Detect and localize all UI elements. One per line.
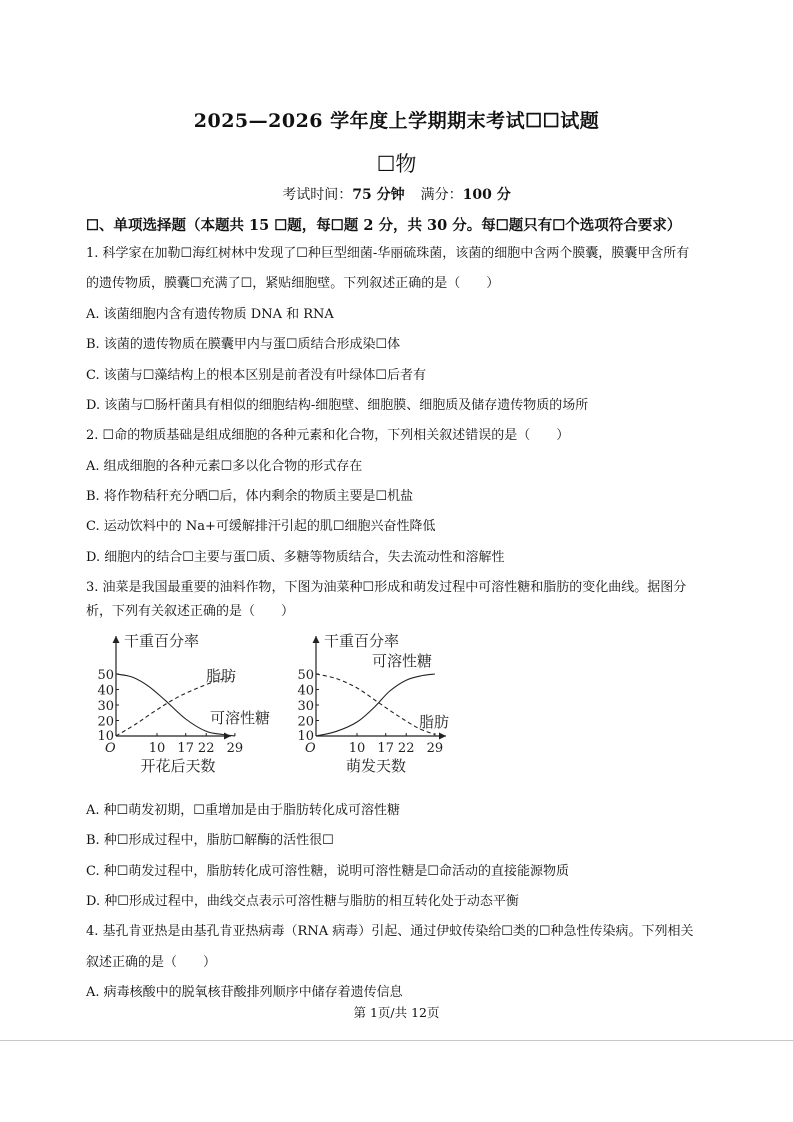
q2-option-c: C. 运动饮料中的 Na+可缓解排汗引起的肌☐细胞兴奋性降低 — [86, 519, 436, 534]
q1-option-b: B. 该菌的遗传物质在膜囊甲内与蛋☐质结合形成染☐体 — [86, 337, 401, 352]
series-label: 可溶性糖 — [210, 709, 271, 727]
x-tick-label: 10 — [348, 741, 366, 756]
x-tick-label: 22 — [397, 741, 415, 756]
q4-option-a: A. 病毒核酸中的脱氧核苷酸排列顺序中储存着遗传信息 — [86, 985, 403, 1000]
series-label: 脂肪 — [419, 713, 450, 731]
q1-stem-line-2: 的遗传物质，膜囊☐充满了☐，紧贴细胞壁。下列叙述正确的是（ ） — [86, 276, 500, 291]
q4-stem-line-2: 叙述正确的是（ ） — [86, 955, 217, 970]
score-label: 满分： — [420, 187, 463, 203]
y-axis-arrow — [113, 636, 120, 643]
origin-label: O — [105, 741, 116, 756]
chart-seed-germination — [286, 628, 466, 786]
y-tick-label: 30 — [297, 699, 314, 714]
q1-option-a: A. 该菌细胞内含有遗传物质 DNA 和 RNA — [86, 307, 334, 322]
y-tick-label: 20 — [297, 714, 314, 730]
x-tick-label: 29 — [226, 741, 244, 756]
exam-subject: ☐物 — [376, 152, 417, 176]
q1-stem-line-1: 1. 科学家在加勒☐海红树林中发现了☐种巨型细菌-华丽硫珠菌，该菌的细胞中含两个膜囊，膜囊甲含所有 — [86, 246, 690, 261]
q3-option-c: C. 种☐萌发过程中，脂肪转化成可溶性糖，说明可溶性糖是☐命活动的直接能源物质 — [86, 864, 570, 879]
x-tick-label: 10 — [148, 741, 166, 756]
x-axis-arrow — [439, 733, 446, 740]
page-footer: 第 1页/共 12页 — [353, 1005, 440, 1020]
x-tick-label: 29 — [426, 741, 444, 756]
time-label: 考试时间： — [282, 187, 353, 203]
series-label: 脂肪 — [206, 667, 237, 685]
series-line-solid — [316, 674, 435, 736]
series-label: 可溶性糖 — [372, 652, 433, 670]
q3-option-a: A. 种☐萌发初期，☐重增加是由于脂肪转化成可溶性糖 — [86, 803, 400, 818]
q3-option-d: D. 种☐形成过程中，曲线交点表示可溶性糖与脂肪的相互转化处于动态平衡 — [86, 894, 519, 909]
time-value: 75 分钟 — [352, 187, 405, 203]
y-tick-label: 10 — [97, 729, 114, 744]
q3-stem-line-1: 3. 油菜是我国最重要的油料作物，下图为油菜种☐形成和萌发过程中可溶性糖和脂肪的变化曲线。据图分 — [86, 580, 687, 595]
q1-option-d: D. 该菌与☐肠杆菌具有相似的细胞结构-细胞壁、细胞膜、细胞质及储存遗传物质的场所 — [86, 398, 589, 413]
q2-option-a: A. 组成细胞的各种元素☐多以化合物的形式存在 — [86, 459, 363, 474]
y-tick-label: 40 — [97, 683, 114, 699]
x-axis-label: 开花后天数 — [140, 757, 216, 775]
x-axis-arrow — [224, 733, 231, 740]
y-axis-label: 干重百分率 — [124, 632, 200, 650]
y-tick-label: 40 — [297, 683, 314, 699]
x-tick-label: 22 — [197, 741, 215, 756]
y-axis-arrow — [313, 636, 320, 643]
y-tick-label: 50 — [97, 668, 114, 683]
x-tick-label: 17 — [177, 741, 194, 756]
x-axis-label: 萌发天数 — [345, 757, 407, 775]
y-tick-label: 10 — [297, 729, 314, 744]
score-value: 100 分 — [462, 187, 511, 203]
section-heading-1: ☐、单项选择题（本题共 15 ☐题，每☐题 2 分，共 30 分。每☐题只有☐个选项符合要求） — [86, 217, 682, 234]
y-tick-label: 50 — [297, 668, 314, 683]
origin-label: O — [305, 741, 316, 756]
exam-info — [0, 184, 793, 204]
q3-option-b: B. 种☐形成过程中，脂肪☐解酶的活性很☐ — [86, 833, 334, 848]
q1-option-c: C. 该菌与☐藻结构上的根本区别是前者没有叶绿体☐后者有 — [86, 368, 427, 383]
q3-stem-line-2: 析，下列有关叙述正确的是（ ） — [86, 604, 295, 619]
series-line-dashed — [116, 677, 235, 736]
y-tick-label: 20 — [97, 714, 114, 730]
chart-seed-formation — [86, 628, 280, 786]
y-tick-label: 30 — [97, 699, 114, 714]
page-divider — [0, 1040, 793, 1041]
q4-stem-line-1: 4. 基孔肯亚热是由基孔肯亚热病毒（RNA 病毒）引起、通过伊蚊传染给☐类的☐种急性传染病。下列相关 — [86, 924, 694, 939]
y-axis-label: 干重百分率 — [324, 632, 400, 650]
q2-stem-line-1: 2. ☐命的物质基础是组成细胞的各种元素和化合物，下列相关叙述错误的是（ ） — [86, 428, 570, 443]
x-tick-label: 17 — [377, 741, 394, 756]
exam-title: 2025—2026 学年度上学期期末考试☐☐试题 — [193, 110, 600, 132]
series-line-dashed — [316, 674, 435, 735]
q2-option-d: D. 细胞内的结合☐主要与蛋☐质、多糖等物质结合，失去流动性和溶解性 — [86, 550, 505, 565]
q2-option-b: B. 将作物秸秆充分晒☐后，体内剩余的物质主要是☐机盐 — [86, 489, 414, 504]
